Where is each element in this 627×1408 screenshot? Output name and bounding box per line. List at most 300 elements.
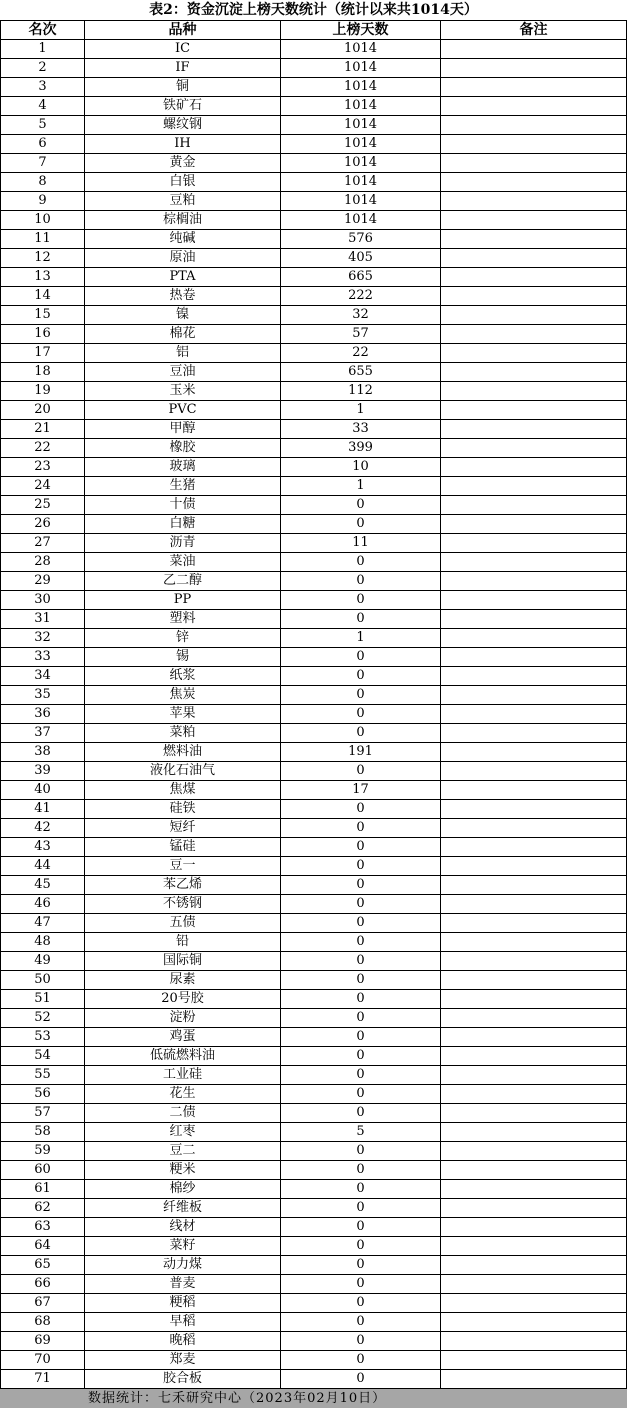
rank-cell: 38 [1, 743, 85, 762]
table-row [1, 1161, 627, 1180]
table-row [1, 420, 627, 439]
days-cell: 1 [281, 477, 441, 496]
days-cell: 22 [281, 344, 441, 363]
remarks-cell [441, 59, 627, 78]
table-row [1, 1218, 627, 1237]
variety-cell: PVC [85, 401, 281, 420]
remarks-cell [441, 1142, 627, 1161]
rank-cell: 42 [1, 819, 85, 838]
variety-cell: 工业硅 [85, 1066, 281, 1085]
rank-cell: 1 [1, 40, 85, 59]
table-row [1, 1256, 627, 1275]
remarks-cell [441, 116, 627, 135]
rank-cell: 28 [1, 553, 85, 572]
remarks-cell [441, 249, 627, 268]
days-cell: 222 [281, 287, 441, 306]
remarks-cell [441, 515, 627, 534]
days-cell: 0 [281, 648, 441, 667]
variety-cell: 菜籽 [85, 1237, 281, 1256]
variety-cell: 镍 [85, 306, 281, 325]
variety-cell: 纯碱 [85, 230, 281, 249]
table-row [1, 914, 627, 933]
days-cell: 665 [281, 268, 441, 287]
variety-cell: 短纤 [85, 819, 281, 838]
remarks-cell [441, 1047, 627, 1066]
days-cell: 0 [281, 1370, 441, 1389]
remarks-cell [441, 724, 627, 743]
table-row [1, 230, 627, 249]
rank-cell: 17 [1, 344, 85, 363]
remarks-cell [441, 78, 627, 97]
rank-cell: 60 [1, 1161, 85, 1180]
rank-cell: 29 [1, 572, 85, 591]
remarks-cell [441, 1123, 627, 1142]
variety-cell: 豆二 [85, 1142, 281, 1161]
table-row [1, 401, 627, 420]
variety-cell: 锰硅 [85, 838, 281, 857]
variety-cell: 棉纱 [85, 1180, 281, 1199]
remarks-cell [441, 1028, 627, 1047]
remarks-cell [441, 629, 627, 648]
remarks-cell [441, 173, 627, 192]
variety-cell: 粳米 [85, 1161, 281, 1180]
days-cell: 0 [281, 724, 441, 743]
remarks-cell [441, 895, 627, 914]
remarks-cell [441, 990, 627, 1009]
rank-cell: 21 [1, 420, 85, 439]
variety-cell: 焦炭 [85, 686, 281, 705]
rank-cell: 32 [1, 629, 85, 648]
table-row [1, 306, 627, 325]
table-row [1, 268, 627, 287]
variety-cell: 动力煤 [85, 1256, 281, 1275]
table-row [1, 154, 627, 173]
days-cell: 57 [281, 325, 441, 344]
variety-cell: 燃料油 [85, 743, 281, 762]
variety-cell: 橡胶 [85, 439, 281, 458]
variety-cell: 螺纹钢 [85, 116, 281, 135]
days-cell: 0 [281, 914, 441, 933]
days-cell: 0 [281, 1218, 441, 1237]
variety-cell: 红枣 [85, 1123, 281, 1142]
table-row [1, 857, 627, 876]
rank-cell: 69 [1, 1332, 85, 1351]
table-row [1, 572, 627, 591]
variety-cell: 沥青 [85, 534, 281, 553]
variety-cell: 乙二醇 [85, 572, 281, 591]
table-row [1, 781, 627, 800]
remarks-cell [441, 230, 627, 249]
remarks-cell [441, 914, 627, 933]
days-cell: 0 [281, 1142, 441, 1161]
variety-cell: 纸浆 [85, 667, 281, 686]
table-row [1, 1275, 627, 1294]
days-cell: 0 [281, 591, 441, 610]
table-row [1, 1142, 627, 1161]
days-cell: 0 [281, 800, 441, 819]
days-cell: 32 [281, 306, 441, 325]
variety-cell: 锌 [85, 629, 281, 648]
variety-cell: 豆一 [85, 857, 281, 876]
table-row [1, 40, 627, 59]
variety-cell: 铁矿石 [85, 97, 281, 116]
variety-cell: 豆油 [85, 363, 281, 382]
rank-cell: 26 [1, 515, 85, 534]
table-row [1, 1351, 627, 1370]
rank-cell: 58 [1, 1123, 85, 1142]
days-cell: 10 [281, 458, 441, 477]
remarks-cell [441, 1237, 627, 1256]
variety-cell: 苯乙烯 [85, 876, 281, 895]
remarks-cell [441, 667, 627, 686]
rank-cell: 3 [1, 78, 85, 97]
rank-cell: 14 [1, 287, 85, 306]
variety-cell: 棕榈油 [85, 211, 281, 230]
days-cell: 0 [281, 876, 441, 895]
rank-cell: 11 [1, 230, 85, 249]
variety-cell: 胶合板 [85, 1370, 281, 1389]
days-cell: 0 [281, 819, 441, 838]
remarks-cell [441, 1294, 627, 1313]
rank-cell: 51 [1, 990, 85, 1009]
remarks-cell [441, 952, 627, 971]
remarks-cell [441, 306, 627, 325]
table-row [1, 78, 627, 97]
table-row [1, 952, 627, 971]
remarks-cell [441, 97, 627, 116]
table-row [1, 344, 627, 363]
days-cell: 0 [281, 1161, 441, 1180]
remarks-cell [441, 591, 627, 610]
rank-cell: 9 [1, 192, 85, 211]
days-cell: 1014 [281, 135, 441, 154]
days-cell: 1 [281, 401, 441, 420]
variety-cell: 淀粉 [85, 1009, 281, 1028]
days-cell: 0 [281, 895, 441, 914]
rank-cell: 50 [1, 971, 85, 990]
remarks-cell [441, 572, 627, 591]
remarks-cell [441, 1313, 627, 1332]
variety-cell: 原油 [85, 249, 281, 268]
rank-cell: 13 [1, 268, 85, 287]
days-cell: 0 [281, 1275, 441, 1294]
days-cell: 0 [281, 1047, 441, 1066]
rank-cell: 48 [1, 933, 85, 952]
rank-cell: 12 [1, 249, 85, 268]
remarks-cell [441, 401, 627, 420]
days-cell: 0 [281, 933, 441, 952]
remarks-cell [441, 1104, 627, 1123]
variety-cell: IC [85, 40, 281, 59]
rank-cell: 39 [1, 762, 85, 781]
days-cell: 0 [281, 1028, 441, 1047]
days-cell: 0 [281, 572, 441, 591]
rank-cell: 63 [1, 1218, 85, 1237]
rank-cell: 59 [1, 1142, 85, 1161]
table-row [1, 1123, 627, 1142]
rank-cell: 43 [1, 838, 85, 857]
rank-cell: 2 [1, 59, 85, 78]
days-cell: 33 [281, 420, 441, 439]
rank-cell: 36 [1, 705, 85, 724]
table-row [1, 496, 627, 515]
table-title: 表2：资金沉淀上榜天数统计（统计以来共1014天） [1, 0, 627, 21]
variety-cell: 热卷 [85, 287, 281, 306]
days-cell: 0 [281, 1009, 441, 1028]
rank-cell: 40 [1, 781, 85, 800]
days-cell: 1 [281, 629, 441, 648]
table-row [1, 895, 627, 914]
table-row [1, 1180, 627, 1199]
remarks-cell [441, 1218, 627, 1237]
rank-cell: 70 [1, 1351, 85, 1370]
header-days-on-list: 上榜天数 [281, 21, 441, 40]
variety-cell: 铅 [85, 933, 281, 952]
days-cell: 0 [281, 515, 441, 534]
days-cell: 0 [281, 952, 441, 971]
remarks-cell [441, 1066, 627, 1085]
remarks-cell [441, 496, 627, 515]
remarks-cell [441, 705, 627, 724]
rank-cell: 22 [1, 439, 85, 458]
rank-cell: 20 [1, 401, 85, 420]
remarks-cell [441, 287, 627, 306]
table-body [1, 0, 627, 1389]
variety-cell: 线材 [85, 1218, 281, 1237]
variety-cell: 尿素 [85, 971, 281, 990]
variety-cell: 锡 [85, 648, 281, 667]
table-row [1, 458, 627, 477]
table-row [1, 515, 627, 534]
remarks-cell [441, 971, 627, 990]
remarks-cell [441, 1332, 627, 1351]
rank-cell: 37 [1, 724, 85, 743]
table-row [1, 648, 627, 667]
variety-cell: 玻璃 [85, 458, 281, 477]
variety-cell: 纤维板 [85, 1199, 281, 1218]
variety-cell: 普麦 [85, 1275, 281, 1294]
rank-cell: 52 [1, 1009, 85, 1028]
days-cell: 17 [281, 781, 441, 800]
remarks-cell [441, 325, 627, 344]
rank-cell: 46 [1, 895, 85, 914]
variety-cell: 晚稻 [85, 1332, 281, 1351]
table-row [1, 553, 627, 572]
remarks-cell [441, 781, 627, 800]
remarks-cell [441, 1085, 627, 1104]
days-cell: 0 [281, 610, 441, 629]
remarks-cell [441, 420, 627, 439]
variety-cell: 铝 [85, 344, 281, 363]
variety-cell: 甲醇 [85, 420, 281, 439]
days-cell: 0 [281, 1199, 441, 1218]
variety-cell: 液化石油气 [85, 762, 281, 781]
rank-cell: 8 [1, 173, 85, 192]
rank-cell: 67 [1, 1294, 85, 1313]
rank-cell: 56 [1, 1085, 85, 1104]
variety-cell: 白糖 [85, 515, 281, 534]
rank-cell: 6 [1, 135, 85, 154]
days-cell: 576 [281, 230, 441, 249]
rank-cell: 16 [1, 325, 85, 344]
table-row [1, 173, 627, 192]
table-row [1, 667, 627, 686]
table-row [1, 382, 627, 401]
rank-cell: 53 [1, 1028, 85, 1047]
table-row [1, 477, 627, 496]
remarks-cell [441, 1351, 627, 1370]
table-row [1, 838, 627, 857]
days-cell: 0 [281, 990, 441, 1009]
variety-cell: 菜油 [85, 553, 281, 572]
days-cell: 0 [281, 1237, 441, 1256]
days-cell: 0 [281, 686, 441, 705]
table-row [1, 686, 627, 705]
rank-cell: 25 [1, 496, 85, 515]
table-row [1, 705, 627, 724]
rank-cell: 44 [1, 857, 85, 876]
days-cell: 0 [281, 705, 441, 724]
days-cell: 0 [281, 1313, 441, 1332]
variety-cell: 硅铁 [85, 800, 281, 819]
variety-cell: 玉米 [85, 382, 281, 401]
table-row [1, 1370, 627, 1389]
days-cell: 1014 [281, 97, 441, 116]
remarks-cell [441, 743, 627, 762]
rank-cell: 47 [1, 914, 85, 933]
table-row [1, 1294, 627, 1313]
rank-cell: 68 [1, 1313, 85, 1332]
variety-cell: PTA [85, 268, 281, 287]
days-cell: 1014 [281, 59, 441, 78]
variety-cell: 塑料 [85, 610, 281, 629]
days-cell: 0 [281, 1066, 441, 1085]
variety-cell: 二债 [85, 1104, 281, 1123]
days-cell: 11 [281, 534, 441, 553]
remarks-cell [441, 363, 627, 382]
variety-cell: 粳稻 [85, 1294, 281, 1313]
variety-cell: 棉花 [85, 325, 281, 344]
remarks-cell [441, 838, 627, 857]
data-source-footer: 数据统计：七禾研究中心（2023年02月10日） [0, 1389, 627, 1408]
table-row [1, 287, 627, 306]
table-row [1, 249, 627, 268]
remarks-cell [441, 1275, 627, 1294]
remarks-cell [441, 439, 627, 458]
table-row [1, 211, 627, 230]
table-row [1, 116, 627, 135]
remarks-cell [441, 382, 627, 401]
variety-cell: 铜 [85, 78, 281, 97]
rank-cell: 24 [1, 477, 85, 496]
header-rank: 名次 [1, 21, 85, 40]
remarks-cell [441, 40, 627, 59]
table-row [1, 1009, 627, 1028]
variety-cell: 国际铜 [85, 952, 281, 971]
rank-cell: 49 [1, 952, 85, 971]
days-cell: 1014 [281, 192, 441, 211]
variety-cell: 黄金 [85, 154, 281, 173]
table-row [1, 1104, 627, 1123]
rank-cell: 71 [1, 1370, 85, 1389]
rank-cell: 18 [1, 363, 85, 382]
remarks-cell [441, 154, 627, 173]
remarks-cell [441, 876, 627, 895]
table-title-row [1, 0, 627, 21]
days-cell: 0 [281, 1351, 441, 1370]
days-cell: 0 [281, 496, 441, 515]
days-cell: 0 [281, 553, 441, 572]
variety-cell: 低硫燃料油 [85, 1047, 281, 1066]
table-row [1, 933, 627, 952]
variety-cell: 郑麦 [85, 1351, 281, 1370]
remarks-cell [441, 1009, 627, 1028]
variety-cell: 豆粕 [85, 192, 281, 211]
remarks-cell [441, 192, 627, 211]
table-row [1, 591, 627, 610]
days-cell: 1014 [281, 154, 441, 173]
table-row [1, 97, 627, 116]
rank-cell: 57 [1, 1104, 85, 1123]
rank-cell: 34 [1, 667, 85, 686]
days-cell: 0 [281, 762, 441, 781]
variety-cell: 花生 [85, 1085, 281, 1104]
table-row [1, 743, 627, 762]
variety-cell: 五债 [85, 914, 281, 933]
table-row [1, 1313, 627, 1332]
variety-cell: 生猪 [85, 477, 281, 496]
rank-cell: 66 [1, 1275, 85, 1294]
remarks-cell [441, 1199, 627, 1218]
rank-cell: 30 [1, 591, 85, 610]
remarks-cell [441, 857, 627, 876]
variety-cell: 早稻 [85, 1313, 281, 1332]
days-cell: 1014 [281, 211, 441, 230]
table-row [1, 1028, 627, 1047]
rank-cell: 61 [1, 1180, 85, 1199]
remarks-cell [441, 534, 627, 553]
rank-cell: 10 [1, 211, 85, 230]
table-row [1, 800, 627, 819]
variety-cell: 焦煤 [85, 781, 281, 800]
remarks-cell [441, 1180, 627, 1199]
rank-cell: 33 [1, 648, 85, 667]
rank-cell: 5 [1, 116, 85, 135]
days-cell: 1014 [281, 40, 441, 59]
rank-cell: 35 [1, 686, 85, 705]
remarks-cell [441, 648, 627, 667]
remarks-cell [441, 211, 627, 230]
variety-cell: PP [85, 591, 281, 610]
days-cell: 0 [281, 1294, 441, 1313]
table-row [1, 610, 627, 629]
table-row [1, 1199, 627, 1218]
header-remarks: 备注 [441, 21, 627, 40]
remarks-cell [441, 344, 627, 363]
rank-cell: 62 [1, 1199, 85, 1218]
remarks-cell [441, 1256, 627, 1275]
rank-cell: 64 [1, 1237, 85, 1256]
rank-cell: 31 [1, 610, 85, 629]
table-row [1, 135, 627, 154]
days-cell: 0 [281, 1104, 441, 1123]
remarks-cell [441, 1161, 627, 1180]
variety-cell: 十债 [85, 496, 281, 515]
table-row [1, 990, 627, 1009]
variety-cell: 鸡蛋 [85, 1028, 281, 1047]
days-cell: 405 [281, 249, 441, 268]
variety-cell: 白银 [85, 173, 281, 192]
